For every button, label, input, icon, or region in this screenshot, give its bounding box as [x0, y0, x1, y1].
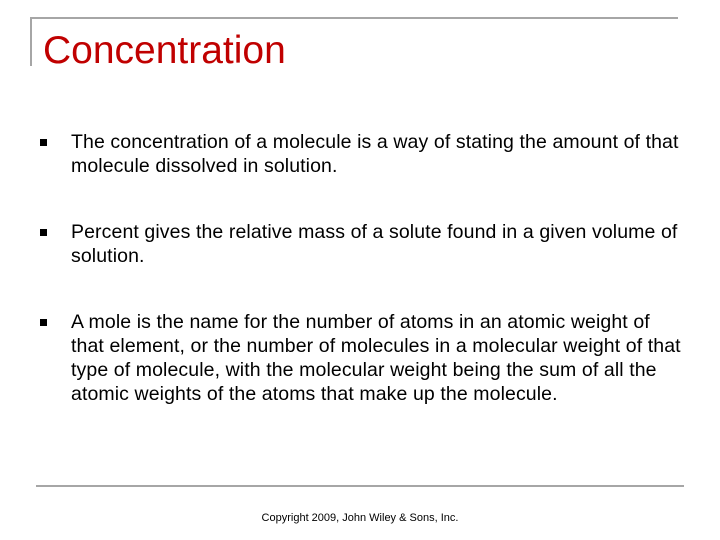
- bullet-text: Percent gives the relative mass of a solute found in a given volume of solution.: [71, 221, 678, 267]
- footer-rule: [36, 485, 684, 487]
- title-frame-top-rule: [30, 17, 678, 19]
- bullet-item: [36, 130, 686, 178]
- slide-title: Concentration: [43, 29, 286, 72]
- bullet-text: The concentration of a molecule is a way of stating the amount of that molecule dissolved in solution.: [71, 131, 679, 177]
- bullet-item: [36, 220, 686, 268]
- bullet-item: [36, 310, 686, 406]
- bullet-text: A mole is the name for the number of atoms in an atomic weight of that element, or the number of molecules in a molecular weight of that type of molecule, with the molecular weight being the sum of all the atomic weights of the atoms that make up the molecule.: [71, 311, 681, 405]
- title-frame-left-rule: [30, 17, 32, 66]
- square-bullet-icon: [40, 229, 47, 236]
- bullet-list: [36, 130, 686, 406]
- copyright-footer: Copyright 2009, John Wiley & Sons, Inc.: [261, 512, 459, 524]
- square-bullet-icon: [40, 319, 47, 326]
- square-bullet-icon: [40, 139, 47, 146]
